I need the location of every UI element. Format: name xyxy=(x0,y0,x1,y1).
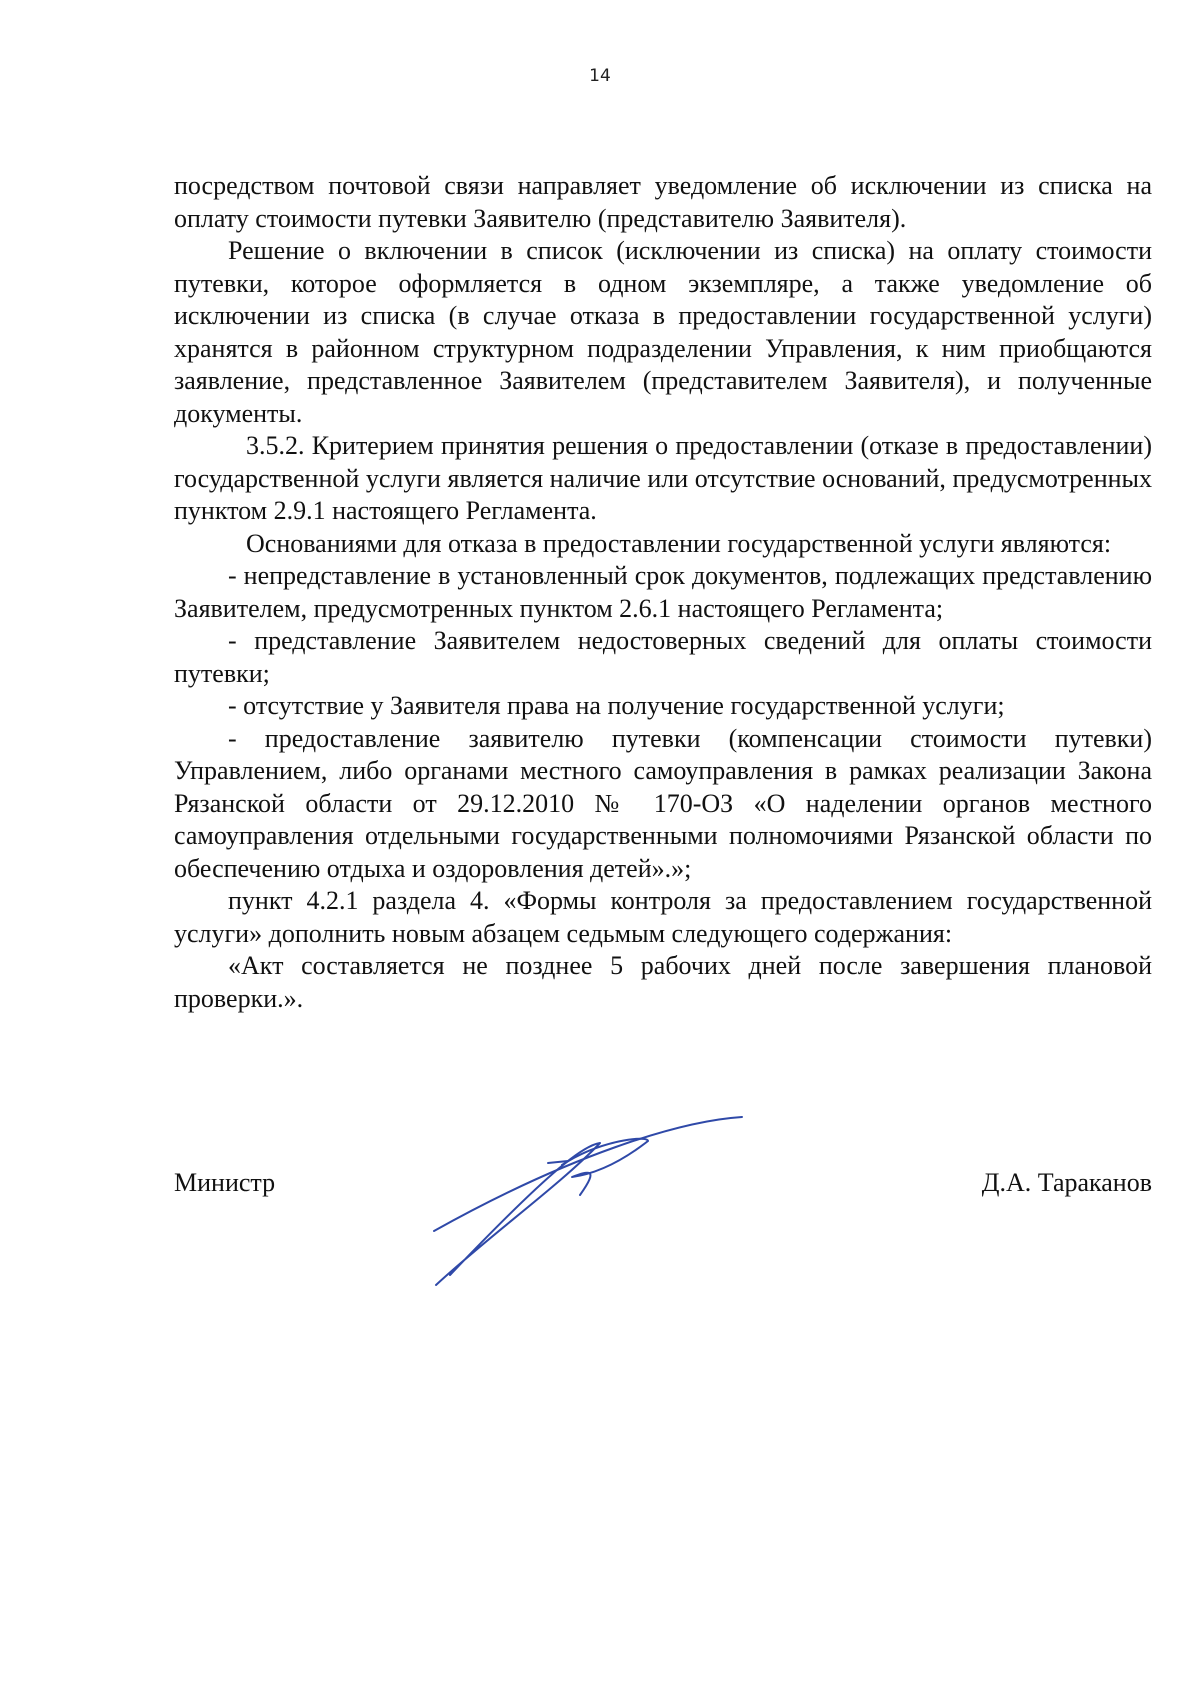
paragraph-2: Решение о включении в список (исключении из списка) на оплату стоимости путевки, которое оформляется в одном экземпляре, а также уведомление об исключении из списка (в случае отказа в предоставлении государственной услуги) хранятся в районном структурном подразделении Управления, к ним приобщаются заявление, представленное Заявителем (представителем Заявителя), и полученные документы. xyxy=(174,236,1152,428)
list-item-1: - непредставление в установленный срок документов, подлежащих представлению Заявителем, предусмотренных пунктом 2.6.1 настоящего Регламента; xyxy=(174,561,1152,623)
paragraph-4: Основаниями для отказа в предоставлении государственной услуги являются: xyxy=(246,528,1112,558)
page-number: 14 xyxy=(589,66,611,86)
paragraph-3: 3.5.2. Критерием принятия решения о предоставлении (отказе в предоставлении) государственной услуги является наличие или отсутствие оснований, предусмотренных пунктом 2.9.1 настоящего Регламента. xyxy=(174,431,1152,525)
signatory-title: Министр xyxy=(174,1168,276,1197)
list-item-3: - отсутствие у Заявителя права на получение государственной услуги; xyxy=(228,691,1005,720)
paragraph-amendment: пункт 4.2.1 раздела 4. «Формы контроля за предоставлением государственной услуги» дополнить новым абзацем седьмым следующего содержания: xyxy=(174,886,1152,948)
paragraph-act: «Акт составляется не позднее 5 рабочих дней после завершения плановой проверки.». xyxy=(174,951,1152,1013)
list-item-2: - представление Заявителем недостоверных сведений для оплаты стоимости путевки; xyxy=(174,626,1152,688)
handwritten-signature-icon xyxy=(430,1085,760,1295)
paragraph-1: посредством почтовой связи направляет уведомление об исключении из списка на оплату стоимости путевки Заявителю (представителю Заявителя). xyxy=(174,171,1152,233)
signatory-name: Д.А. Тараканов xyxy=(981,1168,1152,1197)
list-item-4: - предоставление заявителю путевки (компенсации стоимости путевки) Управлением, либо органами местного самоуправления в рамках реализации Закона Рязанской области от 29.12.2010 № 170-ОЗ «О наделении органов местного самоуправления отдельными государственными полномочиями Рязанской области по обеспечению отдыха и оздоровления детей».»; xyxy=(174,723,1152,883)
document-body xyxy=(174,170,1152,1015)
signature-stroke-diagonal xyxy=(436,1143,600,1285)
